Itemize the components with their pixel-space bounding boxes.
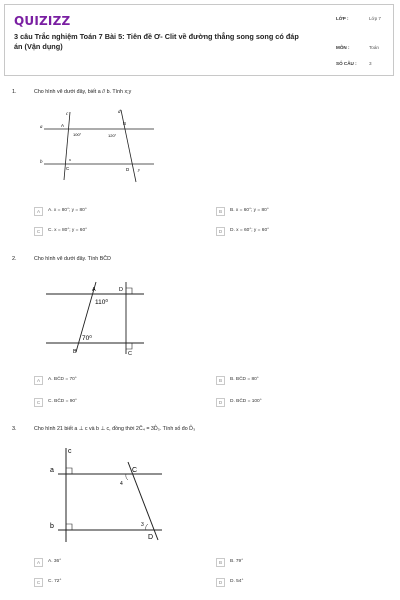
- fig3-label-c: c: [68, 448, 72, 455]
- option-letter-box: D: [216, 398, 225, 407]
- option-letter-box: D: [216, 578, 225, 587]
- option-text: D. 54°: [230, 579, 244, 584]
- question-1-text: Cho hình vẽ dưới đây, biết a // b. Tính x;y: [34, 89, 132, 95]
- option-letter-box: B: [216, 558, 225, 567]
- question-1-option-c[interactable]: [34, 227, 184, 236]
- question-2-number: 2.: [12, 256, 17, 262]
- fig1-label-d: d: [118, 110, 121, 115]
- option-letter-box: B: [216, 376, 225, 385]
- fig1-label-b: b: [40, 160, 43, 165]
- meta-value-count: 3: [369, 61, 372, 66]
- fig3-angle-4: 4: [120, 481, 123, 487]
- fig3-right-angle-b: [66, 524, 72, 530]
- fig2-label-B: B: [73, 349, 77, 355]
- fig1-angle-y: y: [138, 167, 140, 172]
- fig1-label-a: a: [40, 125, 43, 130]
- question-3-number: 3.: [12, 426, 17, 432]
- meta-label-count: SỐ CÂU :: [336, 61, 357, 66]
- fig2-label-C: C: [128, 351, 132, 357]
- quizizz-logo: QUIZIZZ: [14, 14, 71, 28]
- fig3-right-angle-a: [66, 468, 72, 474]
- fig2-angle-70: 70⁰: [82, 335, 92, 342]
- question-2-option-b[interactable]: [216, 376, 366, 385]
- question-3-option-b[interactable]: [216, 558, 366, 567]
- fig1-label-D: D: [126, 167, 130, 172]
- option-letter-box: B: [216, 207, 225, 216]
- meta-label-class: LỚP :: [336, 16, 349, 21]
- fig3-angle-arc-c: [126, 474, 128, 480]
- question-3-option-a[interactable]: [34, 558, 184, 567]
- question-1-number: 1.: [12, 89, 17, 95]
- option-text: C. 72°: [48, 579, 62, 584]
- fig2-right-angle-top: [126, 288, 132, 294]
- fig3-angle-3: 3: [141, 522, 144, 528]
- fig1-label-c: c: [66, 112, 69, 117]
- fig3-label-C: C: [132, 467, 138, 474]
- meta-value-subject: Toán: [369, 45, 379, 50]
- question-1-figure: [36, 104, 166, 184]
- option-letter-box: C: [34, 227, 43, 236]
- question-2-text: Cho hình vẽ dưới đây. Tính BĈD: [34, 256, 111, 262]
- option-text: A. x = 80°; y = 80°: [48, 208, 87, 213]
- fig2-angle-110: 110⁰: [95, 299, 108, 306]
- question-1-option-a[interactable]: [34, 207, 184, 216]
- option-letter-box: A: [34, 558, 43, 567]
- option-letter-box: A: [34, 376, 43, 385]
- fig1-angle-100: 100°: [73, 132, 82, 137]
- option-letter-box: C: [34, 398, 43, 407]
- meta-value-class: Lớp 7: [369, 16, 381, 21]
- option-letter-box: C: [34, 578, 43, 587]
- question-3-option-c[interactable]: [34, 578, 184, 587]
- fig3-angle-arc-d: [146, 524, 148, 530]
- option-text: A. BĈD = 70°: [48, 377, 77, 382]
- question-2-figure: [40, 272, 150, 364]
- fig1-label-B: B: [123, 121, 127, 126]
- option-text: A. 36°: [48, 559, 62, 564]
- option-letter-box: A: [34, 207, 43, 216]
- fig3-label-b: b: [50, 523, 54, 530]
- option-text: D. x = 60°; y = 60°: [230, 228, 270, 233]
- question-2-option-d[interactable]: [216, 398, 366, 407]
- fig2-label-D: D: [119, 287, 123, 293]
- fig1-label-A: A: [61, 123, 65, 128]
- question-1-option-d[interactable]: [216, 227, 366, 236]
- fig1-angle-120: 120°: [108, 133, 117, 138]
- fig1-label-C: C: [66, 166, 70, 171]
- worksheet-title: 3 câu Trắc nghiệm Toán 7 Bài 5: Tiên đề Ơ- Clit về đường thẳng song song có đáp án (Vận dụng): [14, 32, 299, 51]
- meta-label-subject: MÔN :: [336, 45, 350, 50]
- option-text: D. BĈD = 100°: [230, 399, 262, 404]
- question-3-figure: [40, 442, 170, 546]
- option-text: B. x = 60°; y = 80°: [230, 208, 269, 213]
- fig2-label-A: A: [92, 287, 96, 293]
- worksheet-header: [4, 4, 394, 76]
- option-text: C. x = 80°; y = 60°: [48, 228, 88, 233]
- option-letter-box: D: [216, 227, 225, 236]
- fig3-label-D: D: [148, 534, 154, 541]
- question-3-text: Cho hình 21 biết a ⊥ c và b ⊥ c, đồng thời 2Ĉ₄ = 3D̂₃. Tính số đo D̂₃: [34, 426, 196, 432]
- question-2-option-c[interactable]: [34, 398, 184, 407]
- fig1-angle-x: x: [69, 157, 71, 162]
- option-text: B. 79°: [230, 559, 244, 564]
- question-2-option-a[interactable]: [34, 376, 184, 385]
- option-text: B. BĈD = 80°: [230, 377, 259, 382]
- fig2-right-angle-bottom: [126, 343, 132, 349]
- question-3-option-d[interactable]: [216, 578, 366, 587]
- fig3-label-a: a: [50, 467, 54, 474]
- option-text: C. BĈD = 90°: [48, 399, 77, 404]
- question-1-option-b[interactable]: [216, 207, 366, 216]
